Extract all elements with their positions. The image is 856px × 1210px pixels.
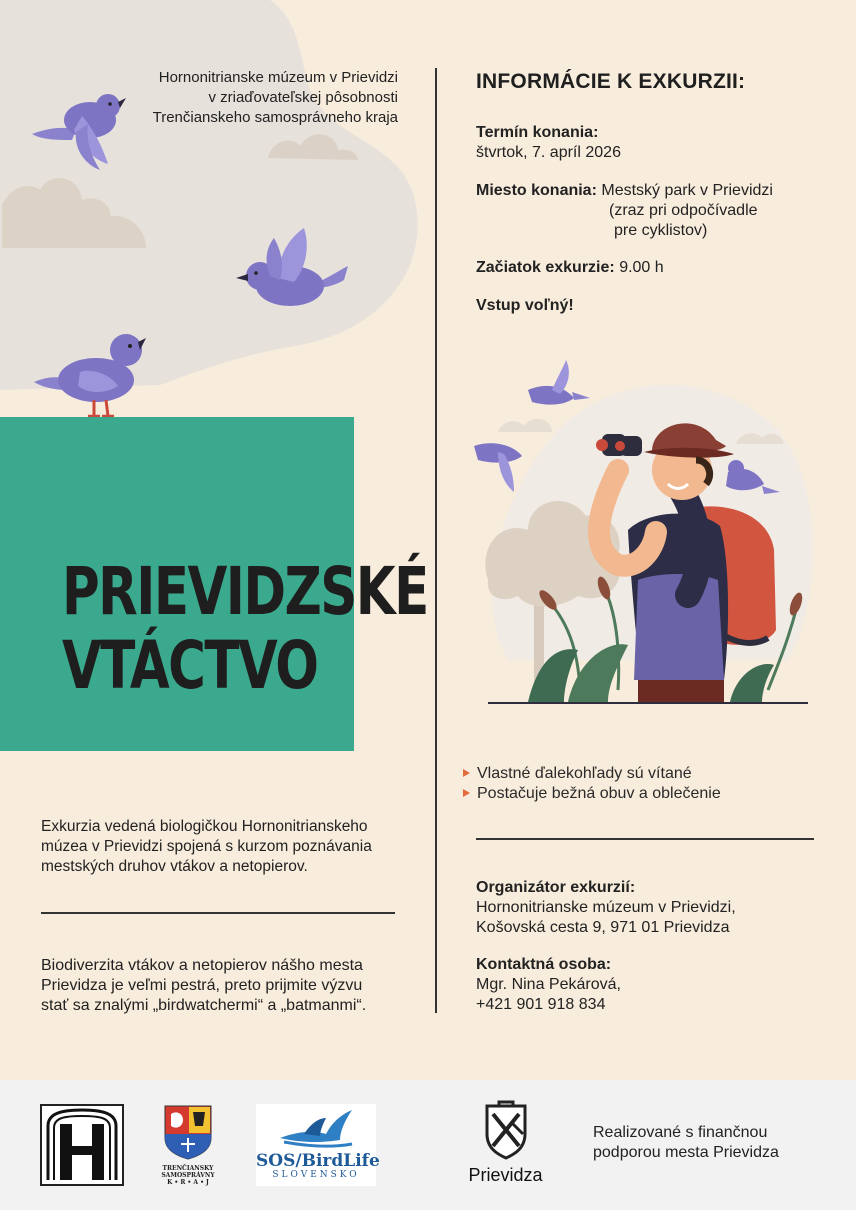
museum-heading-line: Hornonitrianske múzeum v Prievidzi [158,69,398,86]
contact-label: Kontaktná osoba: [476,956,612,973]
support-line: podporou mesta Prievidza [593,1144,779,1161]
place-note-2: pre cyklistov) [614,222,708,239]
biodiversity-line: stať sa znalými „birdwatchermi“ a „batmanmi“. [41,997,367,1014]
support-line: Realizované s finančnou [593,1124,768,1141]
museum-heading-line: v zriaďovateľskej pôsobnosti [208,89,398,106]
biodiversity-text [41,956,421,1016]
prievidza-city-logo [458,1100,553,1185]
info-title: INFORMÁCIE K EXKURZII: [476,70,746,93]
tsk-line: TRENČIANSKY [162,1165,214,1172]
place-label: Miesto konania: [476,182,597,199]
organizer-block [476,878,736,938]
bird-icon-perched [30,328,146,420]
sos-birdlife-logo [256,1104,380,1186]
date-label: Termín konania: [476,124,599,141]
biodiversity-line: Prievidza je veľmi pestrá, preto prijmite výzvu [41,977,363,994]
sos-title: SOS/BirdLife [256,1151,380,1171]
birdwatcher-illustration [468,360,813,705]
bird-icon-flying-center [234,226,352,312]
organizer-line: Košovská cesta 9, 971 01 Prievidza [476,919,730,936]
description-line: mestských druhov vtákov a netopierov. [41,858,308,875]
place-block [476,181,773,241]
event-title-line: PRIEVIDZSKÉ [62,553,428,630]
contact-phone: +421 901 918 834 [476,996,606,1013]
museum-logo [40,1104,124,1186]
museum-heading-line: Trenčianskeho samosprávneho kraja [152,109,398,126]
divider-left [41,912,395,914]
organizer-label: Organizátor exkurzií: [476,879,636,896]
sos-subtitle: SLOVENSKO [272,1170,360,1180]
museum-heading [60,68,398,128]
city-name: Prievidza [468,1165,543,1185]
organizer-line: Hornonitrianske múzeum v Prievidzi, [476,899,736,916]
tips-list [463,764,721,804]
start-label: Začiatok exkurzie: [476,259,615,276]
start-block [476,258,664,278]
list-item: Vlastné ďalekohľady sú vítané [463,764,721,784]
event-title-line: VTÁCTVO [62,627,318,704]
excursion-description [41,817,411,877]
tsk-logo [160,1104,216,1186]
city-shield-icon [481,1100,531,1160]
start-value: 9.00 h [619,259,664,276]
place-note-1: (zraz pri odpočívadle [609,202,758,219]
tsk-line: SAMOSPRÁVNY [161,1172,215,1179]
vertical-divider [435,68,437,1013]
contact-block [476,955,621,1015]
tsk-coat-of-arms-icon [163,1104,213,1160]
bird-silhouette-icon [276,1108,356,1152]
date-block [476,123,621,163]
place-value: Mestský park v Prievidzi [601,182,773,199]
event-title [62,555,428,703]
support-text [593,1123,779,1163]
biodiversity-line: Biodiverzita vtákov a netopierov nášho mesta [41,957,363,974]
description-line: Exkurzia vedená biologičkou Hornonitrianskeho [41,818,368,835]
entry-note: Vstup voľný! [476,297,574,314]
date-value: štvrtok, 7. apríl 2026 [476,144,621,161]
tsk-line: K • R • A • J [167,1179,209,1186]
divider-right [476,838,814,840]
contact-name: Mgr. Nina Pekárová, [476,976,621,993]
description-line: múzea v Prievidzi spojená s kurzom poznávania [41,838,372,855]
list-item: Postačuje bežná obuv a oblečenie [463,784,721,804]
